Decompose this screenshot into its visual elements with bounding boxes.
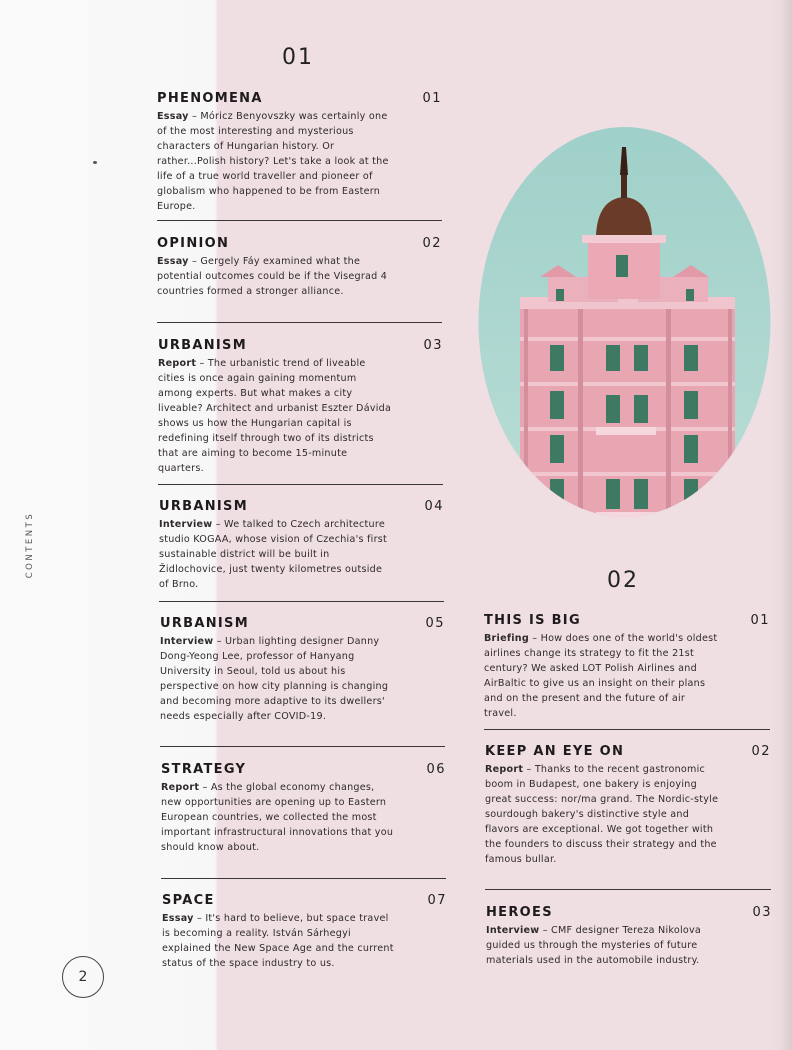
- toc-entry[interactable]: [157, 91, 442, 214]
- entry-category: URBANISM: [158, 338, 247, 353]
- toc-entry[interactable]: [160, 616, 445, 724]
- entry-type: Essay: [157, 111, 189, 122]
- toc-entry[interactable]: [162, 893, 447, 971]
- entry-category: STRATEGY: [161, 762, 247, 777]
- entry-description: – The urbanistic trend of liveable cities is once again gaining momentum among experts. But what makes a city liveable? Architect and urbanist Eszter Dávida shows us how the Hungarian capital is redefining itself through two of its districts that are aiming to become 15-minute quarters.: [158, 358, 392, 474]
- entry-type: Essay: [162, 913, 194, 924]
- entry-type: Briefing: [484, 633, 529, 644]
- divider: [160, 746, 445, 747]
- entry-description: – How does one of the world's oldest airlines change its strategy to fit the 21st century? We asked LOT Polish Airlines and AirBaltic to give us an insight on their plans and on the present and the future of air travel.: [484, 633, 718, 719]
- entry-category: KEEP AN EYE ON: [485, 744, 625, 759]
- entry-number: 01: [422, 91, 442, 106]
- toc-entry[interactable]: [157, 236, 442, 299]
- divider: [485, 889, 771, 890]
- entry-number: 02: [751, 744, 771, 759]
- entry-category: URBANISM: [159, 499, 248, 514]
- entry-number: 01: [750, 613, 770, 628]
- section-2-number: 02: [607, 568, 639, 593]
- toc-entry[interactable]: [158, 338, 443, 476]
- entry-type: Report: [485, 764, 524, 775]
- entry-description: – Urban lighting designer Danny Dong-Yeong Lee, professor of Hanyang University in Seoul, told us about his perspective on how city planning is changing and becoming more adaptive to its dwellers' needs especially after COVID-19.: [160, 636, 389, 722]
- entry-number: 04: [424, 499, 444, 514]
- entry-number: 05: [425, 616, 445, 631]
- toc-entry[interactable]: [484, 613, 770, 721]
- entry-number: 07: [427, 893, 447, 908]
- section-1-number: 01: [282, 45, 314, 70]
- contents-label: CONTENTS: [25, 511, 35, 579]
- entry-description: – Thanks to the recent gastronomic boom in Budapest, one bakery is enjoying great success: nor/ma grand. The Nordic-style sourdough bakery's distinctive style and flavors are exceptional. We got together with the founders to discuss their strategy and the famous bullar.: [485, 764, 719, 865]
- entry-number: 03: [752, 905, 772, 920]
- entry-description: – Gergely Fáy examined what the potential outcomes could be if the Visegrad 4 countries formed a stronger alliance.: [157, 256, 388, 297]
- toc-entry[interactable]: [161, 762, 446, 855]
- toc-entry[interactable]: [485, 744, 771, 867]
- entry-type: Report: [161, 782, 200, 793]
- entry-type: Interview: [159, 519, 213, 530]
- entry-category: HEROES: [486, 905, 553, 920]
- divider: [161, 878, 446, 879]
- toc-entry[interactable]: [486, 905, 772, 968]
- divider: [157, 322, 442, 323]
- entry-description: – CMF designer Tereza Nikolova guided us through the mysteries of future materials used in the automobile industry.: [486, 925, 702, 966]
- entry-category: SPACE: [162, 893, 215, 908]
- entry-description: – As the global economy changes, new opportunities are opening up to Eastern European countries, we collected the most important infrastructural innovations that you should know about.: [161, 782, 394, 853]
- toc-entry[interactable]: [159, 499, 444, 592]
- divider: [159, 601, 444, 602]
- speck: [93, 161, 97, 164]
- divider: [484, 729, 770, 730]
- entry-type: Essay: [157, 256, 189, 267]
- entry-number: 06: [426, 762, 446, 777]
- entry-category: THIS IS BIG: [484, 613, 581, 628]
- entry-category: OPINION: [157, 236, 230, 251]
- entry-category: URBANISM: [160, 616, 249, 631]
- entry-number: 02: [422, 236, 442, 251]
- entry-number: 03: [423, 338, 443, 353]
- building-photo: [478, 127, 771, 517]
- divider: [157, 220, 442, 221]
- entry-description: – It's hard to believe, but space travel is becoming a reality. István Sárhegyi explained the New Space Age and the current status of the space industry to us.: [162, 913, 394, 969]
- entry-type: Report: [158, 358, 197, 369]
- entry-description: – Móricz Benyovszky was certainly one of the most interesting and mysterious characters of Hungarian history. Or rather...Polish history? Let's take a look at the life of a true world traveller and pioneer of globalism who happened to be from Eastern Europe.: [157, 111, 389, 212]
- divider: [158, 484, 443, 485]
- entry-description: – We talked to Czech architecture studio KOGAA, whose vision of Czechia's first sustainable district will be built in Židlochovice, just twenty kilometres outside of Brno.: [159, 519, 388, 590]
- page-edge: [782, 0, 792, 1050]
- entry-category: PHENOMENA: [157, 91, 263, 106]
- entry-type: Interview: [486, 925, 540, 936]
- entry-type: Interview: [160, 636, 214, 647]
- page-number: 2: [62, 956, 104, 998]
